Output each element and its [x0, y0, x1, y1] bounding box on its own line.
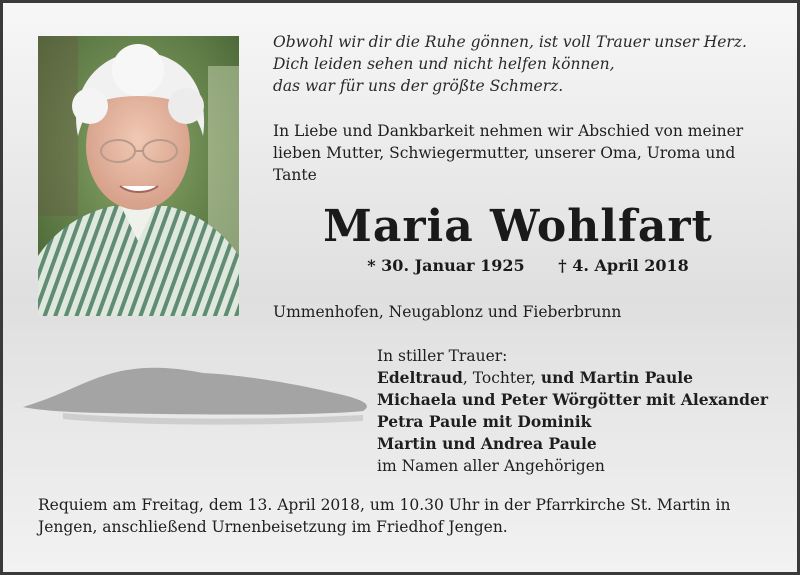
- mourners-heading: In stiller Trauer:: [377, 347, 508, 365]
- poem-line: Dich leiden sehen und nicht helfen können,: [273, 55, 615, 73]
- mourners-closing: im Namen aller Angehörigen: [377, 457, 605, 475]
- deceased-name: Maria Wohlfart: [323, 201, 713, 252]
- mourners-list: [377, 345, 787, 477]
- intro-line: lieben Mutter, Schwiegermutter, unserer Oma, Uroma und: [273, 144, 736, 162]
- mourner-name: Edeltraud: [377, 368, 463, 387]
- requiem-notice: [38, 494, 783, 538]
- poem-verse: [273, 31, 783, 97]
- portrait-photo: [38, 36, 239, 316]
- mourner-row: Petra Paule mit Dominik: [377, 412, 592, 431]
- mourner-row: [377, 367, 787, 389]
- mourner-name: und Martin Paule: [540, 368, 693, 387]
- life-dates: [273, 256, 783, 275]
- places-of-life: Ummenhofen, Neugablonz und Fieberbrunn: [273, 303, 622, 321]
- intro-line: In Liebe und Dankbarkeit nehmen wir Abschied von meiner: [273, 122, 744, 140]
- mourner-relation: , Tochter,: [462, 369, 541, 387]
- mourner-row: Martin und Andrea Paule: [377, 434, 597, 453]
- death-date: † 4. April 2018: [558, 256, 689, 275]
- birth-date: * 30. Januar 1925: [367, 256, 525, 275]
- requiem-line: Requiem am Freitag, dem 13. April 2018, um 10.30 Uhr in der Pfarrkirche St. Martin in: [38, 496, 731, 514]
- poem-line: das war für uns der größte Schmerz.: [273, 77, 564, 95]
- mourner-row: Michaela und Peter Wörgötter mit Alexander: [377, 390, 769, 409]
- intro-line: Tante: [273, 166, 317, 184]
- requiem-line: Jengen, anschließend Urnenbeisetzung im Friedhof Jengen.: [38, 518, 508, 536]
- intro-text: [273, 120, 783, 186]
- poem-line: Obwohl wir dir die Ruhe gönnen, ist voll Trauer unser Herz.: [273, 33, 747, 51]
